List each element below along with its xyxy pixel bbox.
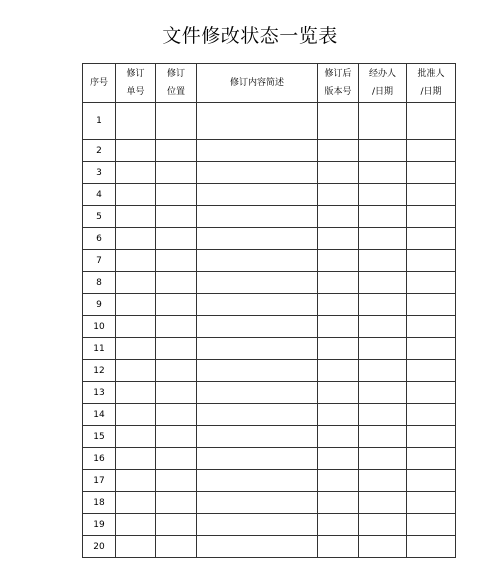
cell-rev-version [318, 338, 359, 360]
cell-approver [407, 492, 456, 514]
cell-rev-desc [197, 426, 318, 448]
cell-rev-version [318, 360, 359, 382]
cell-rev-pos [156, 426, 197, 448]
cell-rev-desc [197, 103, 318, 140]
cell-rev-desc [197, 228, 318, 250]
cell-rev-no [116, 514, 156, 536]
revision-status-table [82, 63, 456, 558]
cell-rev-desc [197, 404, 318, 426]
cell-approver [407, 514, 456, 536]
cell-rev-pos [156, 103, 197, 140]
column-header-line: 修订后 [324, 69, 352, 79]
cell-approver [407, 184, 456, 206]
cell-seq: 3 [83, 162, 116, 184]
table-row [83, 103, 456, 140]
cell-rev-version [318, 470, 359, 492]
table-body [83, 103, 456, 558]
cell-rev-no [116, 103, 156, 140]
table-row [83, 338, 456, 360]
cell-seq: 5 [83, 206, 116, 228]
cell-seq: 6 [83, 228, 116, 250]
cell-rev-pos [156, 360, 197, 382]
cell-approver [407, 206, 456, 228]
cell-seq: 1 [83, 103, 116, 140]
cell-seq: 9 [83, 294, 116, 316]
cell-rev-version [318, 103, 359, 140]
cell-rev-version [318, 162, 359, 184]
cell-rev-pos [156, 228, 197, 250]
cell-rev-desc [197, 536, 318, 558]
column-header-line: 序号 [89, 78, 108, 88]
cell-handler [359, 426, 407, 448]
cell-rev-version [318, 382, 359, 404]
cell-rev-desc [197, 184, 318, 206]
cell-rev-pos [156, 162, 197, 184]
cell-rev-desc [197, 162, 318, 184]
cell-rev-desc [197, 272, 318, 294]
cell-approver [407, 294, 456, 316]
cell-rev-desc [197, 382, 318, 404]
cell-handler [359, 470, 407, 492]
column-header-rev-desc [197, 64, 318, 103]
cell-seq: 15 [83, 426, 116, 448]
cell-rev-no [116, 206, 156, 228]
cell-handler [359, 184, 407, 206]
cell-rev-version [318, 514, 359, 536]
cell-rev-no [116, 316, 156, 338]
column-header-line: 单号 [126, 87, 145, 97]
table-row [83, 294, 456, 316]
cell-seq: 16 [83, 448, 116, 470]
table-row [83, 448, 456, 470]
cell-rev-no [116, 448, 156, 470]
cell-handler [359, 250, 407, 272]
cell-approver [407, 470, 456, 492]
column-header-line: 批准人 [417, 69, 445, 79]
cell-handler [359, 404, 407, 426]
table-row [83, 316, 456, 338]
cell-approver [407, 228, 456, 250]
cell-handler [359, 360, 407, 382]
cell-rev-desc [197, 492, 318, 514]
cell-handler [359, 206, 407, 228]
cell-rev-pos [156, 272, 197, 294]
cell-approver [407, 360, 456, 382]
cell-seq: 18 [83, 492, 116, 514]
cell-handler [359, 316, 407, 338]
cell-rev-version [318, 448, 359, 470]
cell-approver [407, 382, 456, 404]
column-header-line: /日期 [420, 87, 442, 97]
cell-seq: 11 [83, 338, 116, 360]
table-row [83, 272, 456, 294]
cell-handler [359, 382, 407, 404]
cell-rev-no [116, 338, 156, 360]
column-header-rev-version [318, 64, 359, 103]
cell-seq: 8 [83, 272, 116, 294]
column-header-rev-pos [156, 64, 197, 103]
cell-seq: 7 [83, 250, 116, 272]
cell-rev-no [116, 470, 156, 492]
cell-approver [407, 250, 456, 272]
cell-rev-desc [197, 360, 318, 382]
table-row [83, 162, 456, 184]
cell-rev-no [116, 360, 156, 382]
column-header-rev-no [116, 64, 156, 103]
cell-rev-version [318, 250, 359, 272]
cell-handler [359, 448, 407, 470]
cell-handler [359, 272, 407, 294]
cell-handler [359, 140, 407, 162]
table-row [83, 492, 456, 514]
table-row [83, 470, 456, 492]
cell-rev-desc [197, 206, 318, 228]
cell-seq: 19 [83, 514, 116, 536]
cell-rev-pos [156, 206, 197, 228]
cell-rev-pos [156, 448, 197, 470]
table-row [83, 206, 456, 228]
column-header-approver [407, 64, 456, 103]
cell-rev-desc [197, 250, 318, 272]
cell-rev-pos [156, 536, 197, 558]
cell-handler [359, 228, 407, 250]
cell-rev-version [318, 536, 359, 558]
cell-rev-no [116, 294, 156, 316]
column-header-line: 经办人 [368, 69, 396, 79]
cell-rev-version [318, 184, 359, 206]
column-header-line: 版本号 [324, 87, 352, 97]
cell-seq: 4 [83, 184, 116, 206]
cell-rev-version [318, 228, 359, 250]
cell-approver [407, 338, 456, 360]
cell-rev-desc [197, 448, 318, 470]
cell-rev-desc [197, 338, 318, 360]
column-header-line: 位置 [166, 87, 185, 97]
cell-approver [407, 272, 456, 294]
column-header-seq [83, 64, 116, 103]
cell-handler [359, 492, 407, 514]
cell-rev-version [318, 294, 359, 316]
header-row [83, 64, 456, 103]
cell-rev-pos [156, 140, 197, 162]
cell-handler [359, 536, 407, 558]
cell-handler [359, 294, 407, 316]
cell-rev-version [318, 316, 359, 338]
cell-rev-version [318, 404, 359, 426]
cell-rev-desc [197, 514, 318, 536]
cell-rev-pos [156, 514, 197, 536]
table-row [83, 140, 456, 162]
table-row [83, 536, 456, 558]
cell-rev-version [318, 272, 359, 294]
column-header-line: /日期 [371, 87, 394, 97]
cell-rev-no [116, 404, 156, 426]
cell-approver [407, 103, 456, 140]
cell-rev-no [116, 492, 156, 514]
table-row [83, 228, 456, 250]
cell-rev-desc [197, 316, 318, 338]
table-row [83, 184, 456, 206]
table-row [83, 514, 456, 536]
column-header-handler [359, 64, 407, 103]
cell-rev-no [116, 272, 156, 294]
column-header-line: 修订 [126, 69, 145, 79]
table-row [83, 426, 456, 448]
cell-approver [407, 140, 456, 162]
cell-rev-pos [156, 316, 197, 338]
cell-rev-no [116, 382, 156, 404]
column-header-line: 修订 [166, 69, 185, 79]
cell-handler [359, 162, 407, 184]
cell-seq: 2 [83, 140, 116, 162]
cell-rev-no [116, 140, 156, 162]
cell-rev-pos [156, 294, 197, 316]
cell-rev-desc [197, 470, 318, 492]
cell-rev-pos [156, 470, 197, 492]
cell-approver [407, 316, 456, 338]
cell-rev-pos [156, 338, 197, 360]
cell-approver [407, 448, 456, 470]
cell-handler [359, 338, 407, 360]
table-header [83, 64, 456, 103]
cell-rev-version [318, 206, 359, 228]
cell-seq: 12 [83, 360, 116, 382]
cell-handler [359, 103, 407, 140]
cell-rev-pos [156, 492, 197, 514]
cell-rev-pos [156, 184, 197, 206]
cell-seq: 17 [83, 470, 116, 492]
cell-seq: 10 [83, 316, 116, 338]
cell-rev-pos [156, 404, 197, 426]
cell-rev-desc [197, 140, 318, 162]
cell-handler [359, 514, 407, 536]
cell-seq: 14 [83, 404, 116, 426]
cell-rev-no [116, 228, 156, 250]
document-title: 文件修改状态一览表 [162, 25, 338, 47]
cell-approver [407, 162, 456, 184]
cell-seq: 13 [83, 382, 116, 404]
table-row [83, 360, 456, 382]
cell-approver [407, 404, 456, 426]
cell-rev-version [318, 426, 359, 448]
cell-rev-pos [156, 250, 197, 272]
cell-rev-no [116, 536, 156, 558]
cell-rev-version [318, 492, 359, 514]
cell-approver [407, 426, 456, 448]
cell-rev-version [318, 140, 359, 162]
cell-rev-desc [197, 294, 318, 316]
table-row [83, 404, 456, 426]
table-row [83, 250, 456, 272]
cell-rev-no [116, 426, 156, 448]
cell-rev-no [116, 184, 156, 206]
cell-seq: 20 [83, 536, 116, 558]
cell-rev-pos [156, 382, 197, 404]
cell-approver [407, 536, 456, 558]
cell-rev-no [116, 162, 156, 184]
cell-rev-no [116, 250, 156, 272]
table-row [83, 382, 456, 404]
column-header-line: 修订内容简述 [229, 78, 284, 88]
